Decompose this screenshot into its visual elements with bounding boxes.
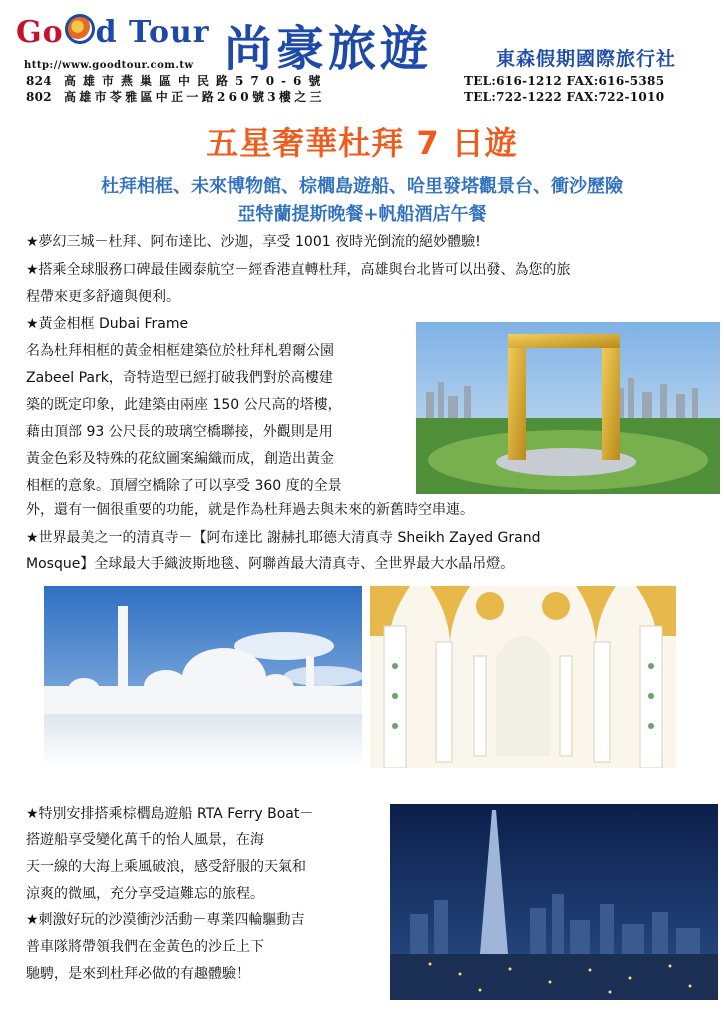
section-heading-dubai-frame: ★黃金相框 Dubai Frame	[26, 316, 189, 332]
section-heading-mosque: ★世界最美之一的清真寺－【阿布達比 謝赫扎耶德大清真寺 Sheikh Zayed Grand	[26, 530, 541, 546]
text-line: ★搭乘全球服務口碑最佳國泰航空－經香港直轉杜拜，高雄與台北皆可以出發、為您的旅	[26, 262, 571, 278]
burj-khalifa-night-photo	[390, 804, 718, 1000]
section-heading-desert: ★刺激好玩的沙漠衝沙活動－專業四輪驅動吉	[26, 912, 305, 928]
address-text: 高雄市燕巢區中民路570-6號	[64, 74, 328, 88]
grand-mosque-interior-photo	[370, 586, 676, 768]
dubai-frame-photo	[416, 322, 720, 494]
address-line-1	[26, 72, 664, 89]
brand-name-chinese: 尚豪旅遊	[224, 21, 433, 77]
text-line: 搭遊船享受變化萬千的怡人風景，在海	[26, 832, 264, 848]
address-text: 高雄市苓雅區中正一路260號3樓之三	[64, 90, 325, 104]
grand-mosque-exterior-photo	[44, 586, 362, 768]
text-line: Mosque】全球最大手織波斯地毯、阿聯酋最大清真寺、全世界最大水晶吊燈。	[26, 556, 515, 572]
text-line: 黃金色彩及特殊的花紋圖案編織而成，創造出黃金	[26, 451, 334, 467]
tour-title: 五星奢華杜拜 7 日遊	[206, 124, 518, 162]
tour-meals: 亞特蘭提斯晚餐+帆船酒店午餐	[237, 204, 487, 225]
globe-icon	[65, 14, 95, 44]
text-line: 名為杜拜相框的黃金相框建築位於杜拜札碧爾公園	[26, 343, 334, 359]
text-line: 馳騁，是來到杜拜必做的有趣體驗！	[26, 966, 250, 982]
text-line: 天一線的大海上乘風破浪，感受舒服的天氣和	[26, 859, 306, 875]
text-line: 相框的意象。頂層空橋除了可以享受 360 度的全景	[26, 478, 342, 494]
text-line: 普車隊將帶領我們在金黃色的沙丘上下	[26, 939, 264, 955]
website-url[interactable]: http://www.goodtour.com.tw	[24, 60, 194, 71]
text-line: ★夢幻三城－杜拜、阿布達比、沙迦，享受 1001 夜時光倒流的絕妙體驗!	[26, 234, 481, 250]
text-line: 涼爽的微風，充分享受這難忘的旅程。	[26, 886, 264, 902]
agency-name: 東森假期國際旅行社	[496, 48, 677, 70]
contact-numbers: TEL:616-1212 FAX:616-5385	[464, 74, 665, 88]
postcode: 824	[26, 74, 52, 88]
text-line: Zabeel Park，奇特造型已經打破我們對於高樓建	[26, 370, 333, 386]
text-line: 藉由頂部 93 公尺長的玻璃空橋聯接，外觀則是用	[26, 424, 333, 440]
section-heading-ferry: ★特別安排搭乘棕櫚島遊船 RTA Ferry Boat－	[26, 806, 314, 822]
brochure-header	[0, 0, 724, 105]
address-line-2	[26, 88, 664, 105]
tour-highlights: 杜拜相框、未來博物館、棕櫚島遊船、哈里發塔觀景台、衝沙歷險	[101, 176, 623, 197]
text-line: 築的既定印象，此建築由兩座 150 公尺高的塔樓，	[26, 397, 342, 413]
goodtour-logo: Go d Tour	[16, 15, 210, 50]
text-line: 程帶來更多舒適與便利。	[26, 289, 180, 305]
contact-numbers: TEL:722-1222 FAX:722-1010	[464, 90, 665, 104]
text-line: 外，還有一個很重要的功能，就是作為杜拜過去與未來的新舊時空串連。	[26, 502, 474, 518]
postcode: 802	[26, 90, 52, 104]
